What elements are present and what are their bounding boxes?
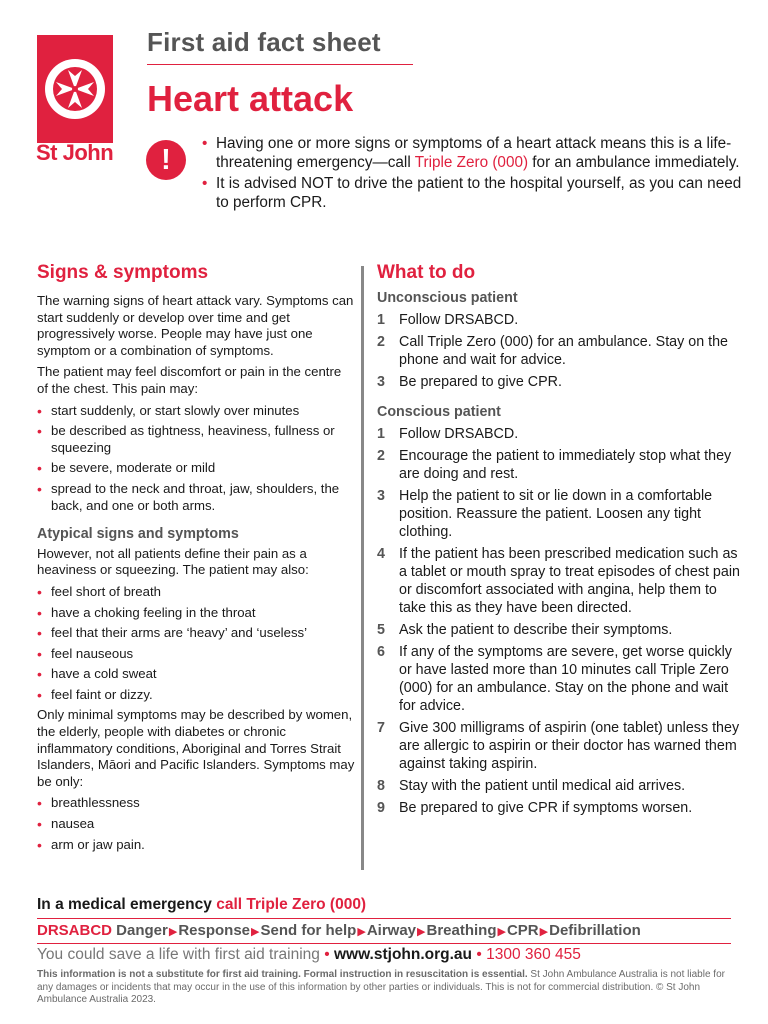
atypical-intro: However, not all patients define their pain as a heaviness or squeezing. The patient may also:	[37, 545, 309, 578]
drsabcd-label: DRSABCD	[37, 922, 112, 939]
step-text: If any of the symptoms are severe, get worse quickly or have lasted more than 10 minutes call Triple Zero (000) for an ambulance. Stay on the phone and wait for advice.	[399, 644, 732, 714]
step-item: 8 Stay with the patient until medical aid arrives.	[377, 778, 686, 794]
arrow-right-icon: ▶	[357, 926, 366, 938]
signs-intro: The warning signs of heart attack vary. Symptoms can start suddenly or develop over time and get progressively worse. People may have just one symptom or a combination of symptoms.	[37, 293, 354, 358]
alert-bullet	[202, 135, 742, 172]
what-to-do-section	[377, 262, 742, 821]
header-divider	[147, 64, 413, 65]
footer-divider	[37, 943, 731, 944]
drsabcd-item: CPR	[506, 922, 539, 939]
phone-number[interactable]: 1300 360 455	[486, 946, 581, 963]
step-item: 5 Ask the patient to describe their symptoms.	[377, 622, 673, 638]
arrow-right-icon: ▶	[539, 926, 549, 938]
step-item: 1 Follow DRSABCD.	[377, 312, 519, 328]
step-text: Give 300 milligrams of aspirin (one tablet) unless they are allergic to aspirin or their doctor has warned them against taking aspirin.	[399, 720, 740, 772]
minimal-intro: Only minimal symptoms may be described by women, the elderly, people with diabetes or chronic inflammatory conditions, Aboriginal and Torres Strait Islanders, Māori and Pacific Islanders. Symptoms may be only:	[37, 707, 355, 789]
step-text: Help the patient to sit or lie down in a comfortable position. Reassure the patient. Loosen any tight clothing.	[399, 488, 713, 540]
step-text: Follow DRSABCD.	[399, 312, 519, 328]
disclaimer-bold: This information is not a substitute for first aid training. Formal instruction in resuscitation is essential.	[37, 969, 528, 980]
arrow-right-icon: ▶	[168, 926, 178, 938]
list-item: • start suddenly, or start slowly over minutes	[37, 403, 355, 420]
step-text: Ask the patient to describe their symptoms.	[399, 622, 673, 638]
disclaimer-text: St John Ambulance Australia is not liable for any damages or incidents that may occur in the use of this information by other parties or individuals. This is not for commercial distribution. © St John Ambulance Australia 2023.	[37, 969, 725, 1006]
alert-box	[202, 135, 742, 215]
list-item: • have a cold sweat	[37, 666, 355, 683]
list-item: • feel short of breath	[37, 584, 355, 601]
list-item: • feel faint or dizzy.	[37, 687, 355, 704]
list-item: • breathlessness	[37, 795, 355, 812]
list-item: • arm or jaw pain.	[37, 837, 355, 854]
emergency-line	[37, 896, 366, 914]
list-item: • nausea	[37, 816, 355, 833]
website-link[interactable]: www.stjohn.org.au	[333, 946, 473, 963]
signs-pain-intro: The patient may feel discomfort or pain in the centre of the chest. This pain may:	[37, 364, 342, 396]
what-to-do-heading: What to do	[377, 262, 476, 283]
step-text: Follow DRSABCD.	[399, 426, 519, 442]
drsabcd-item: Send for help	[260, 922, 357, 939]
signs-heading: Signs & symptoms	[37, 262, 209, 283]
emergency-call-highlight: call Triple Zero (000)	[216, 896, 367, 913]
drsabcd-item: Airway	[366, 922, 417, 939]
list-item: • feel nauseous	[37, 646, 355, 663]
step-text: Be prepared to give CPR if symptoms worsen.	[399, 800, 693, 816]
step-item: 7 Give 300 milligrams of aspirin (one tablet) unless they are allergic to aspirin or their doctor has warned them against taking aspirin.	[377, 720, 740, 772]
step-item: 4 If the patient has been prescribed medication such as a tablet or mouth spray to treat episodes of chest pain or discomfort associated with angina, help them to take this as they have been directed.	[377, 546, 740, 616]
column-divider	[361, 266, 364, 870]
st-john-cross-emblem	[37, 35, 113, 143]
alert-bullet	[202, 175, 742, 212]
fact-sheet-kicker: First aid fact sheet	[147, 27, 381, 57]
disclaimer	[37, 969, 737, 1007]
emergency-text: In a medical emergency	[37, 896, 217, 913]
drsabcd-strip	[37, 922, 641, 939]
minimal-list	[37, 795, 355, 853]
step-text: Encourage the patient to immediately stop what they are doing and rest.	[399, 448, 732, 482]
list-item: • be severe, moderate or mild	[37, 460, 355, 477]
signs-section	[37, 262, 355, 857]
step-text: Stay with the patient until medical aid arrives.	[399, 778, 686, 794]
step-text: Be prepared to give CPR.	[399, 374, 562, 390]
drsabcd-item: Response	[178, 922, 251, 939]
conscious-steps	[377, 425, 742, 817]
bullet-separator: •	[324, 946, 330, 963]
step-item: 6 If any of the symptoms are severe, get worse quickly or have lasted more than 10 minutes call Triple Zero (000) for an ambulance. Stay on the phone and wait for advice.	[377, 644, 732, 714]
step-item: 2 Call Triple Zero (000) for an ambulance. Stay on the phone and wait for advice.	[377, 334, 728, 368]
exclamation-icon: !	[146, 140, 186, 180]
alert-text: for an ambulance immediately.	[528, 153, 740, 171]
alert-text: It is advised NOT to drive the patient to the hospital yourself, as you can need to perform CPR.	[216, 175, 742, 211]
conscious-heading: Conscious patient	[377, 404, 501, 420]
footer-divider	[37, 918, 731, 919]
arrow-right-icon: ▶	[417, 926, 426, 938]
alert-text: Having one or more signs or symptoms of a heart attack means this is a life-threatening emergency—call	[216, 135, 732, 171]
arrow-right-icon: ▶	[497, 926, 506, 938]
list-item: • be described as tightness, heaviness, fullness or squeezing	[37, 423, 355, 456]
step-text: Call Triple Zero (000) for an ambulance. Stay on the phone and wait for advice.	[399, 334, 728, 368]
step-item: 9 Be prepared to give CPR if symptoms worsen.	[377, 800, 693, 816]
arrow-right-icon: ▶	[251, 926, 260, 938]
logo-wordmark: St John	[36, 140, 114, 165]
step-item: 3 Be prepared to give CPR.	[377, 374, 562, 390]
list-item: • feel that their arms are ‘heavy’ and ‘useless’	[37, 625, 355, 642]
step-item: 1 Follow DRSABCD.	[377, 426, 519, 442]
page-title: Heart attack	[147, 78, 354, 119]
unconscious-heading: Unconscious patient	[377, 290, 518, 306]
training-promo	[37, 946, 581, 964]
bullet-separator: •	[476, 946, 482, 963]
drsabcd-item: Defibrillation	[549, 922, 641, 939]
step-text: If the patient has been prescribed medication such as a tablet or mouth spray to treat episodes of chest pain or discomfort associated with angina, help them to take this as they have been directed.	[399, 546, 740, 616]
unconscious-steps	[377, 311, 742, 391]
drsabcd-item: Danger	[116, 922, 168, 939]
triple-zero-highlight: Triple Zero (000)	[414, 153, 529, 171]
list-item: • spread to the neck and throat, jaw, shoulders, the back, and one or both arms.	[37, 481, 355, 514]
pain-list	[37, 403, 355, 515]
list-item: • have a choking feeling in the throat	[37, 605, 355, 622]
st-john-logo	[37, 35, 113, 143]
atypical-heading: Atypical signs and symptoms	[37, 526, 239, 543]
step-item: 3 Help the patient to sit or lie down in a comfortable position. Reassure the patient. Loosen any tight clothing.	[377, 488, 713, 540]
promo-text: You could save a life with first aid training	[37, 946, 320, 963]
drsabcd-item: Breathing	[426, 922, 497, 939]
step-item: 2 Encourage the patient to immediately stop what they are doing and rest.	[377, 448, 732, 482]
atypical-list	[37, 584, 355, 704]
